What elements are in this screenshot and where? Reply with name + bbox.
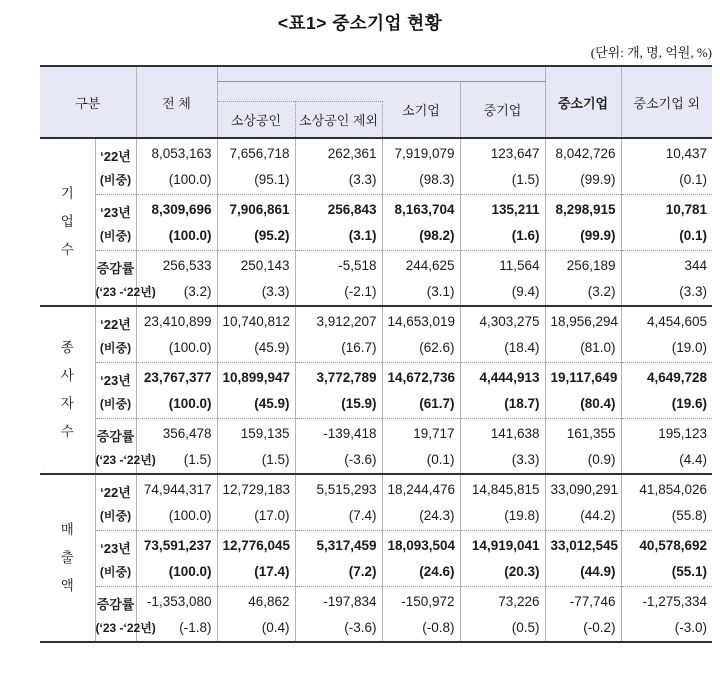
row-label	[95, 418, 156, 474]
share-text: (100.0)	[168, 172, 212, 188]
header-group-band	[217, 66, 545, 81]
value-cell	[217, 362, 295, 418]
share-text: (3.3)	[261, 283, 290, 299]
header-cell-small: 소기업	[382, 81, 460, 138]
row-label-line: ‘23년	[100, 205, 131, 220]
section-label	[40, 474, 95, 642]
value-text: 73,226	[498, 593, 540, 609]
value-text: 14,919,041	[471, 538, 540, 553]
value-text: 10,899,947	[222, 370, 291, 385]
section-label-char: 수	[60, 242, 74, 257]
header-cell-gubun: 구분	[40, 66, 136, 138]
value-cell	[136, 138, 217, 194]
value-text: -1,353,080	[146, 593, 212, 609]
value-text: 4,444,913	[479, 370, 540, 385]
share-text: (16.7)	[341, 340, 377, 356]
share-text: (100.0)	[168, 508, 212, 524]
value-text: 5,515,293	[316, 482, 377, 498]
value-cell	[217, 474, 295, 530]
value-text: 14,653,019	[387, 314, 456, 330]
header-micro-band	[217, 81, 382, 101]
value-cell	[217, 418, 295, 474]
value-cell	[545, 418, 621, 474]
share-text: (-3.6)	[344, 451, 377, 467]
table-row	[40, 530, 712, 586]
value-cell	[545, 474, 621, 530]
value-text: 14,672,736	[387, 370, 456, 385]
header-cell-micro: 소상공인	[217, 101, 295, 138]
share-text: (7.4)	[348, 508, 377, 524]
value-cell	[382, 138, 460, 194]
table-header	[40, 66, 712, 138]
value-cell	[460, 474, 545, 530]
share-text: (44.9)	[580, 564, 616, 579]
unit-note: (단위: 개, 명, 억원, %)	[590, 45, 712, 60]
value-cell	[217, 586, 295, 642]
row-label-line: ‘22년	[100, 149, 131, 165]
value-cell	[217, 194, 295, 250]
value-text: -1,275,334	[642, 593, 707, 609]
row-label-line: (비중)	[99, 341, 132, 356]
value-cell	[217, 138, 295, 194]
value-cell	[295, 474, 382, 530]
value-text: 8,053,163	[151, 146, 212, 162]
share-text: (98.3)	[419, 172, 455, 188]
share-text: (-0.2)	[583, 619, 616, 635]
section-label-char: 자	[60, 396, 74, 411]
share-text: (3.3)	[511, 451, 540, 467]
value-text: 7,919,079	[394, 146, 455, 162]
value-cell	[460, 530, 545, 586]
header-cell-non-sme: 중소기업 외	[621, 66, 712, 138]
value-text: 18,093,504	[387, 538, 456, 553]
share-text: (1.5)	[511, 172, 540, 188]
share-text: (80.4)	[580, 396, 616, 411]
share-text: (0.1)	[679, 172, 707, 188]
section-label-char: 종	[60, 340, 74, 355]
section-label-char: 매	[60, 522, 74, 537]
value-cell	[136, 530, 217, 586]
row-label-line: ‘23년	[100, 373, 131, 388]
value-cell	[382, 194, 460, 250]
value-text: 195,123	[658, 425, 707, 441]
value-cell	[295, 306, 382, 362]
value-cell	[545, 586, 621, 642]
value-cell	[621, 474, 712, 530]
share-text: (61.7)	[419, 396, 455, 411]
value-text: 256,533	[162, 257, 212, 273]
row-label	[95, 306, 136, 362]
row-label-line: 증감률	[96, 428, 135, 444]
value-text: 3,912,207	[316, 314, 377, 330]
value-cell	[382, 306, 460, 362]
value-text: 40,578,692	[639, 538, 707, 553]
header-cell-total: 전 체	[136, 66, 217, 138]
header-cell-medium: 중기업	[460, 81, 545, 138]
row-label-line: 증감률	[96, 260, 135, 276]
share-text: (3.2)	[183, 283, 212, 299]
share-text: (24.6)	[419, 564, 455, 579]
value-cell	[382, 586, 460, 642]
table-wrapper	[40, 65, 712, 643]
share-text: (55.1)	[671, 564, 707, 579]
share-text: (18.7)	[504, 396, 540, 411]
value-text: 356,478	[162, 425, 212, 441]
share-text: (-2.1)	[344, 283, 377, 299]
section-label	[40, 306, 95, 474]
value-cell	[545, 362, 621, 418]
value-text: 11,564	[499, 257, 540, 273]
value-text: 12,729,183	[222, 482, 291, 498]
value-cell	[217, 306, 295, 362]
row-label-line: (‘23 -‘22년)	[95, 284, 156, 299]
value-text: 10,437	[665, 146, 707, 162]
share-text: (-1.8)	[179, 619, 212, 635]
value-cell	[217, 530, 295, 586]
share-text: (0.5)	[511, 619, 540, 635]
value-text: 161,355	[566, 425, 616, 441]
share-text: (-3.0)	[674, 619, 707, 635]
share-text: (3.3)	[348, 172, 377, 188]
value-text: 7,906,861	[229, 202, 290, 217]
share-text: (15.9)	[341, 396, 377, 411]
table-row	[40, 586, 712, 642]
table-row	[40, 418, 712, 474]
value-cell	[621, 586, 712, 642]
row-label	[95, 138, 136, 194]
value-text: 10,740,812	[222, 314, 291, 330]
row-label-line: (비중)	[99, 509, 132, 524]
value-text: 141,638	[490, 425, 540, 441]
value-cell	[295, 194, 382, 250]
value-cell	[621, 306, 712, 362]
value-cell	[295, 138, 382, 194]
share-text: (1.5)	[261, 451, 290, 467]
value-cell	[382, 250, 460, 306]
value-text: 23,410,899	[143, 314, 212, 330]
value-text: -5,518	[338, 257, 377, 273]
share-text: (45.9)	[254, 340, 290, 356]
value-text: 73,591,237	[143, 538, 212, 553]
share-text: (20.3)	[504, 564, 540, 579]
value-cell	[295, 586, 382, 642]
value-text: 19,717	[413, 425, 455, 441]
row-label-line: ‘22년	[100, 317, 131, 333]
sme-status-table	[40, 65, 712, 643]
share-text: (4.4)	[679, 451, 707, 467]
share-text: (3.1)	[426, 283, 455, 299]
value-text: -77,746	[569, 593, 616, 609]
section-label-char: 사	[60, 368, 74, 383]
value-cell	[460, 306, 545, 362]
value-cell	[295, 530, 382, 586]
share-text: (45.9)	[254, 396, 290, 411]
value-cell	[382, 418, 460, 474]
value-cell	[545, 138, 621, 194]
share-text: (55.8)	[671, 508, 707, 524]
row-label-line: 증감률	[96, 596, 135, 612]
value-cell	[295, 250, 382, 306]
share-text: (99.9)	[580, 228, 616, 243]
share-text: (62.6)	[419, 340, 455, 356]
share-text: (3.2)	[587, 283, 616, 299]
share-text: (19.8)	[504, 508, 540, 524]
value-cell	[217, 250, 295, 306]
table-body	[40, 138, 712, 642]
row-label-line: (비중)	[99, 173, 132, 188]
table-row	[40, 194, 712, 250]
row-label-line: (비중)	[99, 565, 132, 579]
section-label-char: 출	[60, 550, 74, 565]
share-text: (95.1)	[254, 172, 290, 188]
row-label	[95, 194, 136, 250]
row-label-line: (‘23 -‘22년)	[95, 452, 156, 467]
share-text: (17.0)	[254, 508, 290, 524]
row-label	[95, 586, 156, 642]
table-title: <표1> 중소기업 현황	[277, 13, 443, 33]
value-text: -197,834	[323, 593, 377, 609]
share-text: (3.3)	[679, 283, 707, 299]
value-text: 18,244,476	[387, 482, 456, 498]
value-cell	[382, 530, 460, 586]
value-text: 3,772,789	[316, 370, 377, 385]
share-text: (100.0)	[168, 340, 212, 356]
row-label-line: ‘22년	[100, 485, 131, 501]
row-label-line: (비중)	[99, 397, 132, 411]
share-text: (0.1)	[426, 451, 455, 467]
value-cell	[136, 362, 217, 418]
share-text: (99.9)	[580, 172, 616, 188]
share-text: (9.4)	[511, 283, 540, 299]
value-text: 8,163,704	[394, 202, 455, 217]
value-text: 18,956,294	[550, 314, 619, 330]
value-cell	[621, 530, 712, 586]
share-text: (0.9)	[587, 451, 616, 467]
row-label-line: (비중)	[99, 229, 132, 243]
share-text: (100.0)	[168, 396, 212, 411]
share-text: (0.4)	[261, 619, 290, 635]
row-label	[95, 362, 136, 418]
section-label-char: 업	[60, 214, 74, 229]
value-cell	[136, 194, 217, 250]
value-text: 33,090,291	[550, 482, 619, 498]
value-text: 14,845,815	[471, 482, 540, 498]
value-text: 135,211	[491, 202, 540, 217]
share-text: (24.3)	[419, 508, 455, 524]
share-text: (19.6)	[671, 396, 707, 411]
value-text: 5,317,459	[316, 538, 377, 553]
section-label-char: 액	[60, 578, 74, 593]
value-text: 250,143	[240, 257, 290, 273]
share-text: (-0.8)	[422, 619, 455, 635]
value-text: 4,454,605	[646, 314, 707, 330]
share-text: (98.2)	[419, 228, 455, 243]
value-cell	[621, 250, 712, 306]
value-text: 262,361	[327, 146, 377, 162]
share-text: (19.0)	[671, 340, 707, 356]
share-text: (44.2)	[580, 508, 616, 524]
value-text: 244,625	[405, 257, 455, 273]
value-text: 256,189	[566, 257, 616, 273]
value-cell	[460, 194, 545, 250]
value-cell	[545, 194, 621, 250]
value-text: 46,862	[248, 593, 290, 609]
value-cell	[621, 194, 712, 250]
value-cell	[382, 362, 460, 418]
value-text: 41,854,026	[639, 482, 707, 498]
value-cell	[460, 586, 545, 642]
value-cell	[545, 306, 621, 362]
value-cell	[136, 474, 217, 530]
value-cell	[382, 474, 460, 530]
row-label	[95, 474, 136, 530]
value-text: 8,042,726	[555, 146, 616, 162]
value-cell	[136, 306, 217, 362]
row-label	[95, 530, 136, 586]
value-cell	[460, 138, 545, 194]
share-text: (100.0)	[168, 564, 212, 579]
row-label-line: (‘23 -‘22년)	[95, 620, 156, 635]
value-text: 4,649,728	[646, 370, 707, 385]
row-label-line: ‘23년	[100, 541, 131, 556]
value-cell	[621, 362, 712, 418]
value-text: 159,135	[240, 425, 290, 441]
value-text: 4,303,275	[479, 314, 540, 330]
value-cell	[621, 418, 712, 474]
value-cell	[621, 138, 712, 194]
header-cell-ex-micro: 소상공인 제외	[295, 101, 382, 138]
table-row	[40, 474, 712, 530]
value-text: 344	[684, 257, 707, 273]
value-text: 8,298,915	[555, 202, 616, 217]
share-text: (7.2)	[348, 564, 377, 579]
value-text: -139,418	[323, 425, 377, 441]
value-text: 33,012,545	[550, 538, 619, 553]
share-text: (3.1)	[348, 228, 377, 243]
share-text: (-3.6)	[344, 619, 377, 635]
value-text: 10,781	[665, 202, 707, 217]
share-text: (95.2)	[254, 228, 290, 243]
row-label	[95, 250, 156, 306]
value-cell	[295, 418, 382, 474]
section-label-char: 기	[60, 186, 74, 201]
value-text: 7,656,718	[229, 146, 290, 162]
share-text: (0.1)	[679, 228, 707, 243]
section-label-char: 수	[60, 424, 74, 439]
value-cell	[460, 418, 545, 474]
value-text: 8,309,696	[151, 202, 212, 217]
share-text: (1.5)	[183, 451, 212, 467]
share-text: (18.4)	[504, 340, 540, 356]
header-cell-sme: 중소기업	[545, 66, 621, 138]
section-label	[40, 138, 95, 306]
table-row	[40, 306, 712, 362]
share-text: (1.6)	[511, 228, 540, 243]
value-text: 123,647	[490, 146, 540, 162]
value-cell	[460, 362, 545, 418]
value-text: 74,944,317	[143, 482, 212, 498]
value-cell	[295, 362, 382, 418]
table-row	[40, 362, 712, 418]
value-text: -150,972	[401, 593, 455, 609]
value-text: 256,843	[327, 202, 377, 217]
value-cell	[460, 250, 545, 306]
table-row	[40, 250, 712, 306]
share-text: (81.0)	[580, 340, 616, 356]
value-cell	[545, 530, 621, 586]
value-text: 19,117,649	[550, 370, 618, 385]
value-text: 12,776,045	[222, 538, 291, 553]
value-cell	[545, 250, 621, 306]
share-text: (100.0)	[168, 228, 212, 243]
share-text: (17.4)	[254, 564, 290, 579]
value-text: 23,767,377	[143, 370, 212, 385]
table-row	[40, 138, 712, 194]
